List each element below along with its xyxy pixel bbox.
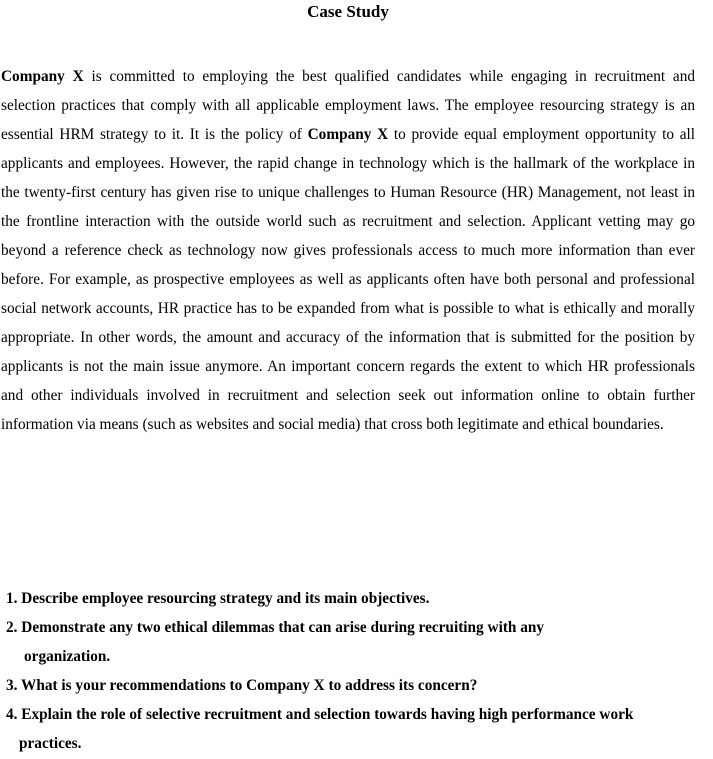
question-list <box>6 584 698 758</box>
question-text: 3. What is your recommendations to Company X to address its concern? <box>6 677 478 694</box>
question-item <box>6 613 698 671</box>
question-text: 1. Describe employee resourcing strategy and its main objectives. <box>6 590 430 607</box>
question-item <box>6 671 698 700</box>
paragraph-text-part-1: is committed to employing the best qualified candidates while engaging in recruitment and selection practices that comply with all applicable employment laws. The employee resourcing strategy is an essential HRM strategy to it. It is the policy of <box>1 68 696 143</box>
question-item <box>6 700 698 758</box>
question-text: 2. Demonstrate any two ethical dilemmas that can arise during recruiting with any <box>6 619 545 636</box>
case-study-paragraph <box>1 62 695 439</box>
question-text-continuation: organization. <box>24 648 111 665</box>
paragraph-text-part-2: to provide equal employment opportunity to all applicants and employees. However, the rapid change in technology which is the hallmark of the workplace in the twenty-first century has given rise to unique challenges to Human Resource (HR) Management, not least in the frontline interaction with the outside world such as recruitment and selection. Applicant vetting may go beyond a reference check as technology now gives professionals access to much more information than ever before. For example, as prospective employees as well as applicants often have both personal and professional social network accounts, HR practice has to be expanded from what is possible to what is ethically and morally appropriate. In other words, the amount and accuracy of the information that is submitted for the position by applicants is not the main issue anymore. An important concern regards the extent to which HR professionals and other individuals involved in recruitment and selection seek out information online to obtain further information via means (such as websites and social media) that cross both legitimate and ethical boundaries. <box>1 126 696 433</box>
question-text-continuation: practices. <box>19 735 82 752</box>
page-title: Case Study <box>307 2 389 21</box>
question-text: 4. Explain the role of selective recruitment and selection towards having high performance work <box>6 706 634 723</box>
question-item <box>6 584 698 613</box>
company-name: Company X <box>307 126 389 143</box>
company-name: Company X <box>1 68 84 85</box>
